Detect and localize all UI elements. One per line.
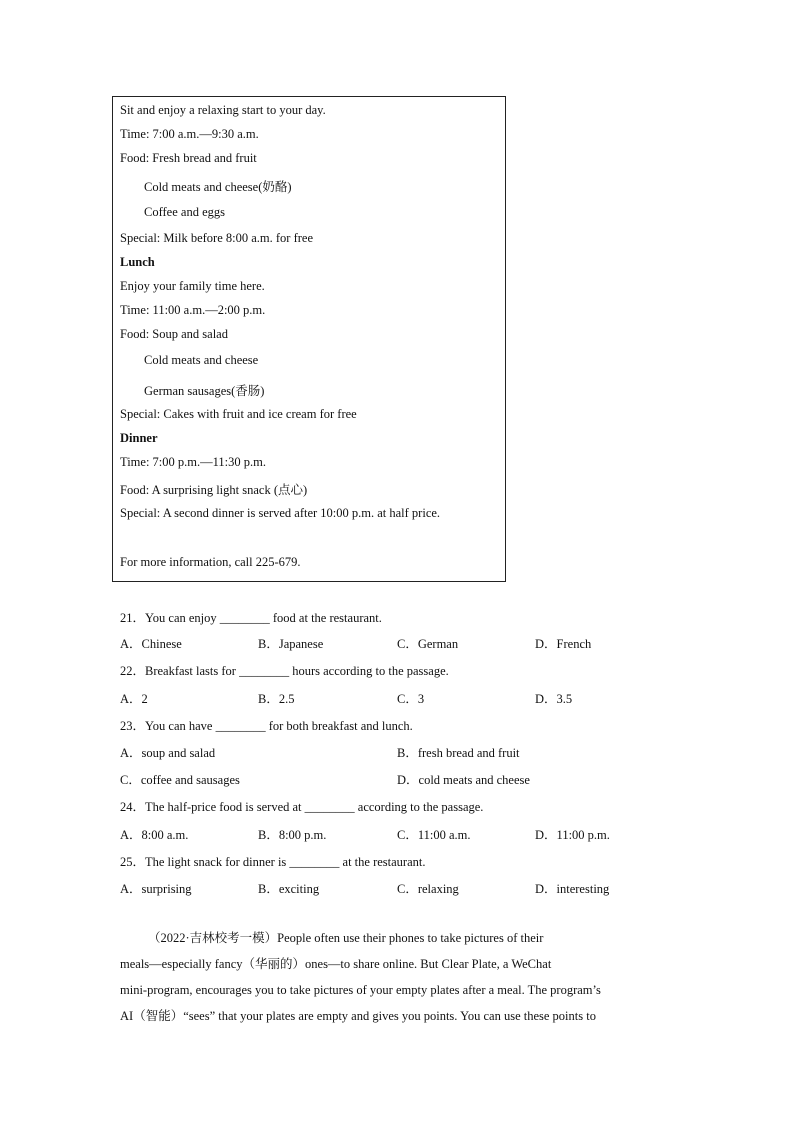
passage-line: （2022·吉林校考一模）People often use their phones to take pictures of their — [148, 931, 544, 945]
question-22-stem: 22．Breakfast lasts for ________ hours according to the passage. — [120, 664, 449, 678]
question-23-option-c[interactable]: C．coffee and sausages — [120, 773, 240, 787]
menu-contact-line: For more information, call 225-679. — [120, 555, 301, 569]
menu-line: Time: 7:00 p.m.—11:30 p.m. — [120, 455, 266, 469]
question-21-option-a[interactable]: A．Chinese — [120, 637, 182, 651]
menu-line: Food: Soup and salad — [120, 327, 228, 341]
passage-line: mini-program, encourages you to take pictures of your empty plates after a meal. The program’s — [120, 983, 601, 997]
menu-box — [112, 96, 506, 582]
question-21-option-c[interactable]: C．German — [397, 637, 459, 651]
menu-heading-lunch: Lunch — [120, 255, 155, 269]
menu-line: Coffee and eggs — [144, 205, 225, 219]
question-22-option-d[interactable]: D．3.5 — [535, 692, 573, 706]
question-23-stem: 23．You can have ________ for both breakfast and lunch. — [120, 719, 413, 733]
passage-line: AI（智能）“sees” that your plates are empty and gives you points. You can use these points to — [120, 1009, 596, 1023]
menu-line: Time: 7:00 a.m.—9:30 a.m. — [120, 127, 259, 141]
question-24-option-a[interactable]: A．8:00 a.m. — [120, 828, 189, 842]
question-23-option-d[interactable]: D．cold meats and cheese — [397, 773, 530, 787]
question-25-option-a[interactable]: A．surprising — [120, 882, 192, 896]
question-24-option-b[interactable]: B．8:00 p.m. — [258, 828, 327, 842]
passage-line: meals—especially fancy（华丽的）ones—to share online. But Clear Plate, a WeChat — [120, 957, 552, 971]
question-24-option-c[interactable]: C．11:00 a.m. — [397, 828, 471, 842]
menu-line: Special: Milk before 8:00 a.m. for free — [120, 231, 313, 245]
question-23-option-b[interactable]: B．fresh bread and fruit — [397, 746, 520, 760]
question-22-option-c[interactable]: C．3 — [397, 692, 425, 706]
question-22-option-b[interactable]: B．2.5 — [258, 692, 295, 706]
question-21-stem: 21．You can enjoy ________ food at the restaurant. — [120, 611, 382, 625]
menu-line: German sausages(香肠) — [144, 384, 265, 398]
question-24-option-d[interactable]: D．11:00 p.m. — [535, 828, 610, 842]
menu-line: Food: A surprising light snack (点心) — [120, 483, 308, 497]
menu-line: Enjoy your family time here. — [120, 279, 265, 293]
menu-line: Food: Fresh bread and fruit — [120, 151, 257, 165]
question-21-option-d[interactable]: D．French — [535, 637, 592, 651]
menu-line: Time: 11:00 a.m.—2:00 p.m. — [120, 303, 266, 317]
passage — [120, 925, 665, 1029]
question-22-option-a[interactable]: A．2 — [120, 692, 148, 706]
question-25-stem: 25．The light snack for dinner is ________ at the restaurant. — [120, 855, 426, 869]
question-25-option-b[interactable]: B．exciting — [258, 882, 320, 896]
menu-line: Cold meats and cheese — [144, 353, 259, 367]
question-23-option-a[interactable]: A．soup and salad — [120, 746, 216, 760]
question-25-option-d[interactable]: D．interesting — [535, 882, 610, 896]
menu-heading-dinner: Dinner — [120, 431, 158, 445]
menu-line: Special: A second dinner is served after 10:00 p.m. at half price. — [120, 506, 441, 520]
menu-line: Sit and enjoy a relaxing start to your day. — [120, 103, 326, 117]
question-21-option-b[interactable]: B．Japanese — [258, 637, 324, 651]
menu-line: Cold meats and cheese(奶酪) — [144, 180, 292, 194]
question-24-stem: 24．The half-price food is served at ________ according to the passage. — [120, 800, 484, 814]
menu-line: Special: Cakes with fruit and ice cream for free — [120, 407, 357, 421]
question-25-option-c[interactable]: C．relaxing — [397, 882, 459, 896]
